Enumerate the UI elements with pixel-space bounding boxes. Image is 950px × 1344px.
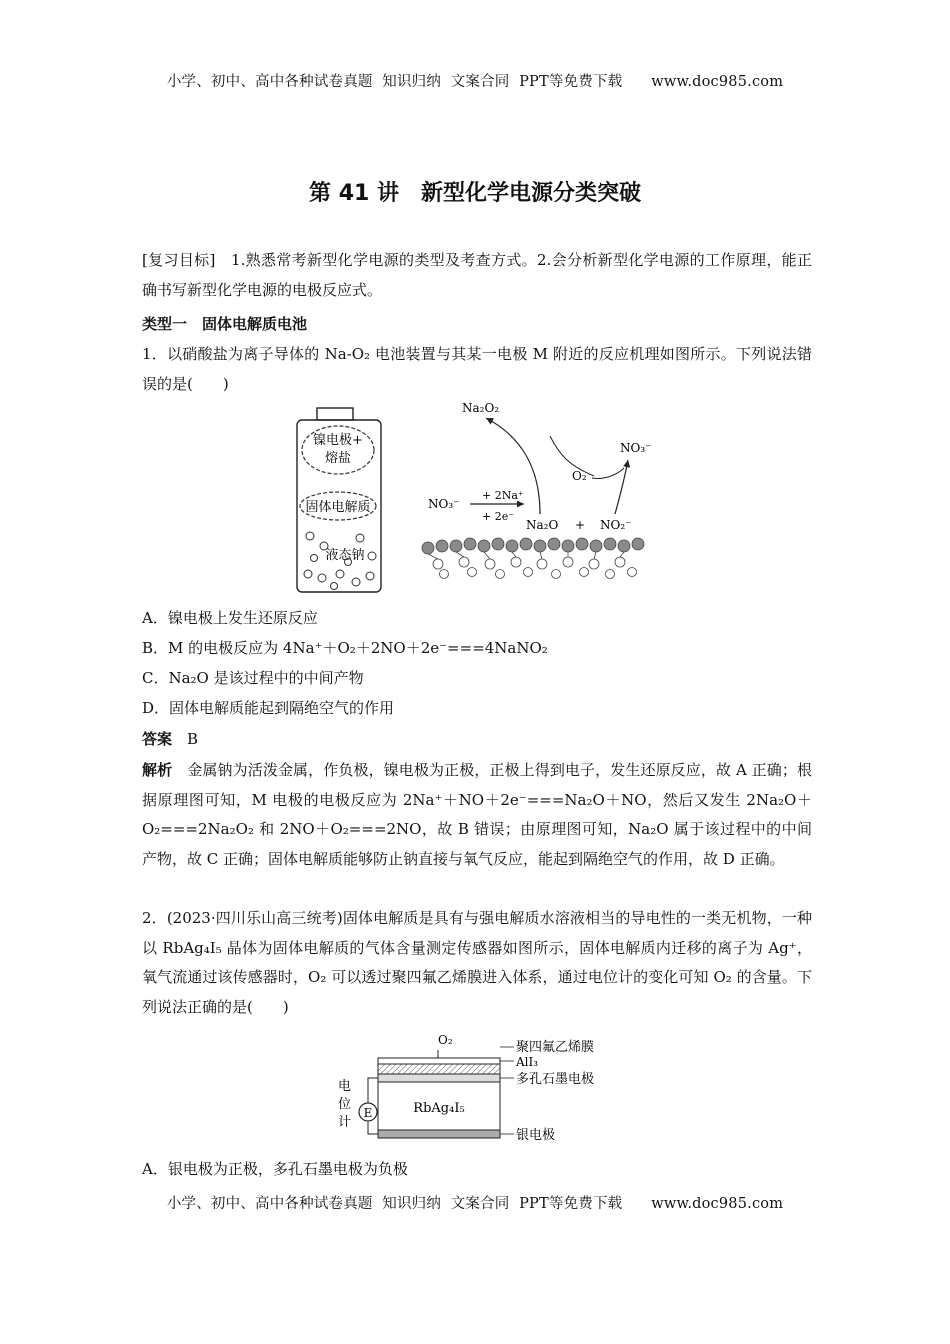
label-solid-electrolyte: 固体电解质 — [305, 500, 371, 515]
o2-join — [592, 468, 624, 479]
mechanism-figure — [420, 396, 660, 581]
question-1-option-b: B．M 的电极反应为 4Na⁺＋O₂＋2NO＋2e⁻===4NaNO₂ — [142, 639, 548, 657]
question-1-analysis — [142, 756, 812, 874]
label-molten-salt: 熔盐 — [324, 451, 352, 466]
silver-electrode — [378, 1130, 500, 1138]
page-header: 小学、初中、高中各种试卷真题 知识归纳 文案合同 PPT等免费下载 www.doc985.com — [166, 74, 784, 90]
ptfe-membrane — [378, 1058, 500, 1064]
goals-text: 1.熟悉常考新型化学电源的类型及考查方式。2.会分析新型化学电源的工作原理，能正确书写新型化学电源的电极反应式。 — [142, 251, 812, 299]
question-1-stem: 1．以硝酸盐为离子导体的 Na-O₂ 电池装置与其某一电极 M 附近的反应机理如图所示。下列说法错误的是( ) — [142, 345, 812, 393]
label-plus: + — [575, 518, 586, 532]
label-na2o: Na₂O — [526, 518, 559, 532]
analysis-text: 金属钠为活泼金属，作负极，镍电极为正极，正极上得到电子，发生还原反应，故 A 正确；根据原理图可知，M 电极的电极反应为 2Na⁺＋NO＋2e⁻===Na₂O＋NO，然后又发生 2Na₂O＋O₂===2Na₂O₂ 和 2NO＋O₂===2NO，故 B 错误；由原理图可知，Na₂O 属于该过程中的中间产物，故 C 正确；固体电解质能够防止钠直接与氧气反应，能起到隔绝空气的作用，故 D 正确。 — [142, 761, 812, 868]
label-no3-top: NO₃⁻ — [620, 441, 652, 455]
question-1-answer — [142, 728, 198, 749]
electrode-surface — [422, 538, 644, 579]
question-2-stem: 2．(2023·四川乐山高三统考)固体电解质是具有与强电解质水溶液相当的导电性的一类无机物，一种以 RbAg₄I₅ 晶体为固体电解质的气体含量测定传感器如图所示，固体电解质内迁移的离子为 Ag⁺，氧气流通过该传感器时，O₂ 可以透过聚四氟乙烯膜进入体系，通过电位计的变化可知 O₂ 的含量。下列说法正确的是( ) — [142, 909, 812, 1016]
label-plus-na: + 2Na⁺ — [482, 489, 524, 502]
lesson-title: 第 41 讲 新型化学电源分类突破 — [309, 181, 641, 206]
label-no3-left: NO₃⁻ — [428, 497, 460, 511]
label-no2: NO₂⁻ — [600, 518, 632, 532]
question-1-option-c: C．Na₂O 是该过程中的中间产物 — [142, 669, 364, 687]
goals-label: [复习目标] — [142, 251, 216, 269]
label-plus-e: + 2e⁻ — [482, 510, 515, 523]
ali3-layer — [378, 1064, 500, 1074]
question-1-option-a: A．镍电极上发生还原反应 — [142, 609, 318, 627]
battery-terminal — [317, 408, 353, 420]
page-footer: 小学、初中、高中各种试卷真题 知识归纳 文案合同 PPT等免费下载 www.doc985.com — [166, 1196, 784, 1212]
label-meter-2: 位 — [338, 1097, 352, 1112]
sensor-figure — [330, 1028, 620, 1148]
label-e: E — [363, 1106, 373, 1120]
battery-figure — [290, 406, 390, 596]
label-o2: O₂ — [572, 469, 587, 483]
label-nickel: 镍电极+ — [313, 433, 363, 448]
label-ali3: AlI₃ — [516, 1055, 539, 1069]
wire-bottom — [368, 1122, 378, 1134]
label-graphite: 多孔石墨电极 — [516, 1072, 595, 1087]
arrow-to-no3 — [615, 460, 628, 514]
label-meter-3: 计 — [338, 1115, 352, 1130]
question-2-option-a: A．银电极为正极，多孔石墨电极为负极 — [142, 1160, 408, 1178]
label-na2o2: Na₂O₂ — [462, 401, 500, 415]
graphite-electrode — [378, 1074, 500, 1082]
label-meter-1: 电 — [338, 1079, 352, 1094]
analysis-label: 解析 — [142, 761, 173, 779]
label-liquid-sodium: 液态钠 — [325, 548, 365, 563]
label-ptfe: 聚四氟乙烯膜 — [516, 1040, 595, 1055]
label-silver: 银电极 — [516, 1128, 556, 1143]
answer-label: 答案 — [142, 730, 173, 748]
question-1-option-d: D．固体电解质能起到隔绝空气的作用 — [142, 699, 395, 717]
label-o2-flow: O₂ — [438, 1033, 453, 1047]
label-rbag4i5: RbAg₄I₅ — [413, 1101, 465, 1116]
answer-value: B — [172, 730, 199, 748]
review-goals — [142, 246, 812, 305]
section-heading: 类型一 固体电解质电池 — [142, 315, 308, 333]
wire-top — [368, 1078, 378, 1102]
